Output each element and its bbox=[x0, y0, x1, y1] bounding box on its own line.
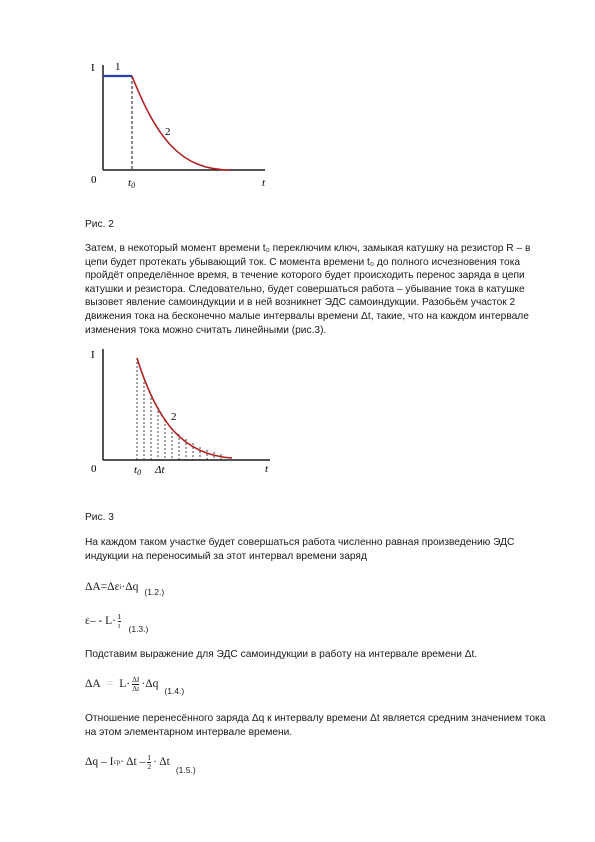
segment-2-label: 2 bbox=[171, 411, 177, 423]
formula-expression: Δq – I cp · Δt – $\frac{I}{2}$ · Δt bbox=[85, 752, 170, 771]
formula-1-4 bbox=[85, 672, 184, 696]
figure-caption-2: Рис. 3 bbox=[85, 512, 114, 523]
formula-1-3 bbox=[85, 608, 148, 634]
figure-current-graph-1 bbox=[85, 55, 275, 195]
origin-label: 0 bbox=[91, 463, 97, 475]
paragraph-2: На каждом таком участке будет совершаться работа численно равная произведению ЭДС индукции на переносимый за этот интервал времени заряд bbox=[85, 537, 515, 562]
formula-expression: ΔA = L· $\frac{\Delta I}{\Delta t}$ ·Δq bbox=[85, 674, 159, 693]
formula-number: (1.2.) bbox=[144, 587, 165, 597]
t0-label: t0 bbox=[134, 464, 142, 477]
t0-label: t0 bbox=[128, 177, 136, 190]
y-axis-label: I bbox=[91, 349, 95, 361]
dashed-interval-lines bbox=[137, 358, 221, 460]
formula-expression: ε– - L· $\frac{I}{t}$ bbox=[85, 611, 121, 630]
paragraph-4: Отношение перенесённого заряда Δq к интервалу времени Δt является средним значением тока на этом элементарном интервале времени. bbox=[85, 713, 546, 738]
formula-number: (1.5.) bbox=[175, 765, 196, 775]
segment-1-label: 1 bbox=[115, 61, 121, 73]
formula-1-5 bbox=[85, 749, 196, 775]
paragraph-1: Затем, в некоторый момент времени t₀ переключим ключ, замыкая катушку на резистор R – в цепи будет протекать убывающий ток. С момента времени t₀ до полного исчезновения тока пройдёт определённое время, в течение которого будет происходить перенос заряда в цепи катушки и резистора. Следовательно, будет совершаться работа – убывание тока в катушке вызовет явление самоиндукции и в ней возникнет ЭДС самоиндукции. Разобьём участок 2 движения тока на бесконечно малые интервалы времени Δt, такие, что на каждом интервале изменения тока можно считать линейными (рис.3). bbox=[85, 243, 531, 336]
x-axis-label: t bbox=[262, 177, 266, 189]
delta-t-label: Δt bbox=[155, 464, 165, 476]
formula-number: (1.4.) bbox=[164, 686, 185, 696]
formula-expression: ΔA=Δε i ·Δq bbox=[85, 581, 139, 593]
origin-label: 0 bbox=[91, 174, 97, 186]
paragraph-3: Подставим выражение для ЭДС самоиндукции в работу на интервале времени Δt. bbox=[85, 649, 478, 660]
formula-number: (1.3.) bbox=[128, 624, 149, 634]
figure-caption-1: Рис. 2 bbox=[85, 219, 114, 230]
segment-2-label: 2 bbox=[165, 126, 171, 138]
y-axis-label: I bbox=[91, 62, 95, 74]
formula-1-2 bbox=[85, 577, 164, 597]
segment-2-curve bbox=[132, 76, 230, 170]
x-axis-label: t bbox=[265, 463, 269, 475]
figure-current-graph-2 bbox=[85, 344, 280, 479]
